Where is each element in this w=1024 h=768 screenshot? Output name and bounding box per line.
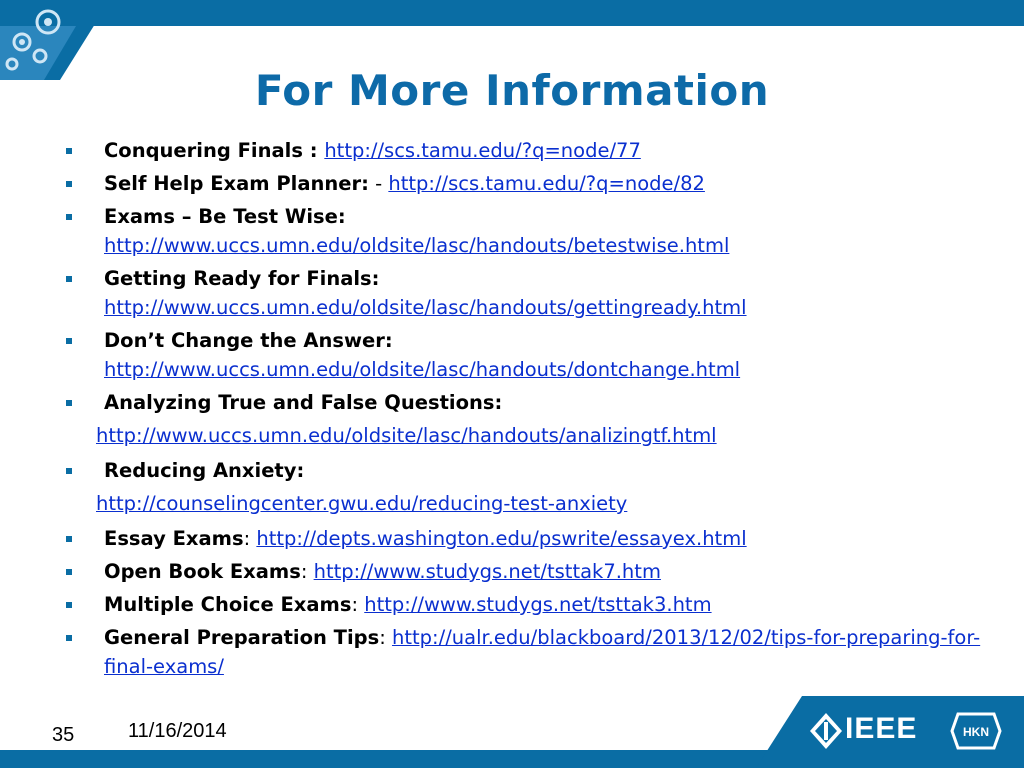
- bullet-icon: [66, 276, 72, 282]
- top-banner: [0, 0, 1024, 26]
- item-label: Getting Ready for Finals:: [104, 267, 380, 290]
- item-link[interactable]: http://www.uccs.umn.edu/oldsite/lasc/handouts/analizingtf.html: [96, 424, 717, 447]
- item-link[interactable]: http://scs.tamu.edu/?q=node/77: [324, 139, 641, 162]
- list-item: [64, 456, 1004, 485]
- item-label: Exams – Be Test Wise:: [104, 205, 346, 228]
- item-label: Reducing Anxiety:: [104, 459, 305, 482]
- bullet-icon: [66, 569, 72, 575]
- list-item: [64, 202, 1004, 260]
- item-label: Self Help Exam Planner:: [104, 172, 369, 195]
- hkn-logo-icon: [950, 712, 1002, 750]
- item-link[interactable]: http://counselingcenter.gwu.edu/reducing-test-anxiety: [96, 492, 628, 515]
- item-link[interactable]: http://www.studygs.net/tsttak7.htm: [313, 560, 661, 583]
- list-item: [64, 326, 1004, 384]
- item-separator: :: [300, 560, 314, 583]
- item-label: Multiple Choice Exams: [104, 593, 352, 616]
- bullet-icon: [66, 602, 72, 608]
- item-separator: :: [243, 527, 257, 550]
- item-label: Don’t Change the Answer:: [104, 329, 393, 352]
- list-item: [64, 590, 1004, 619]
- item-link[interactable]: http://depts.washington.edu/pswrite/essayex.html: [256, 527, 747, 550]
- item-link[interactable]: http://ualr.edu/blackboard/2013/12/02/tips-for-preparing-for-final-exams/: [104, 626, 981, 678]
- item-separator: :: [351, 593, 365, 616]
- slide-title: For More Information: [254, 66, 770, 115]
- item-link[interactable]: http://scs.tamu.edu/?q=node/82: [388, 172, 705, 195]
- list-item: [64, 524, 1004, 553]
- list-item-link-line: [64, 489, 1004, 518]
- ieee-diamond-icon: [808, 711, 844, 751]
- list-item: [64, 264, 1004, 322]
- list-item-link-line: [64, 421, 1004, 450]
- bullet-icon: [66, 635, 72, 641]
- bullet-icon: [66, 148, 72, 154]
- bullet-icon: [66, 400, 72, 406]
- list-item: [64, 136, 1004, 165]
- list-item: [64, 623, 1004, 681]
- page-number: 35: [52, 724, 75, 746]
- ieee-logo: IEEE: [845, 712, 918, 745]
- item-link[interactable]: http://www.studygs.net/tsttak3.htm: [364, 593, 712, 616]
- bullet-icon: [66, 338, 72, 344]
- bullet-icon: [66, 536, 72, 542]
- bullet-icon: [66, 214, 72, 220]
- hkn-text: HKN: [963, 725, 989, 739]
- item-link[interactable]: http://www.uccs.umn.edu/oldsite/lasc/handouts/gettingready.html: [104, 296, 747, 319]
- item-link[interactable]: http://www.uccs.umn.edu/oldsite/lasc/handouts/dontchange.html: [104, 358, 741, 381]
- item-label: Conquering Finals :: [104, 139, 325, 162]
- list-item: [64, 388, 1004, 417]
- list-item: [64, 169, 1004, 198]
- list-item: [64, 557, 1004, 586]
- item-label: Analyzing True and False Questions:: [104, 391, 503, 414]
- resource-list: [64, 136, 1004, 685]
- item-separator: -: [368, 172, 389, 195]
- slide-date: 11/16/2014: [128, 720, 227, 742]
- item-label: Essay Exams: [104, 527, 244, 550]
- bullet-icon: [66, 468, 72, 474]
- item-link[interactable]: http://www.uccs.umn.edu/oldsite/lasc/handouts/betestwise.html: [104, 234, 730, 257]
- bullet-icon: [66, 181, 72, 187]
- item-separator: :: [379, 626, 393, 649]
- item-label: Open Book Exams: [104, 560, 301, 583]
- item-label: General Preparation Tips: [104, 626, 380, 649]
